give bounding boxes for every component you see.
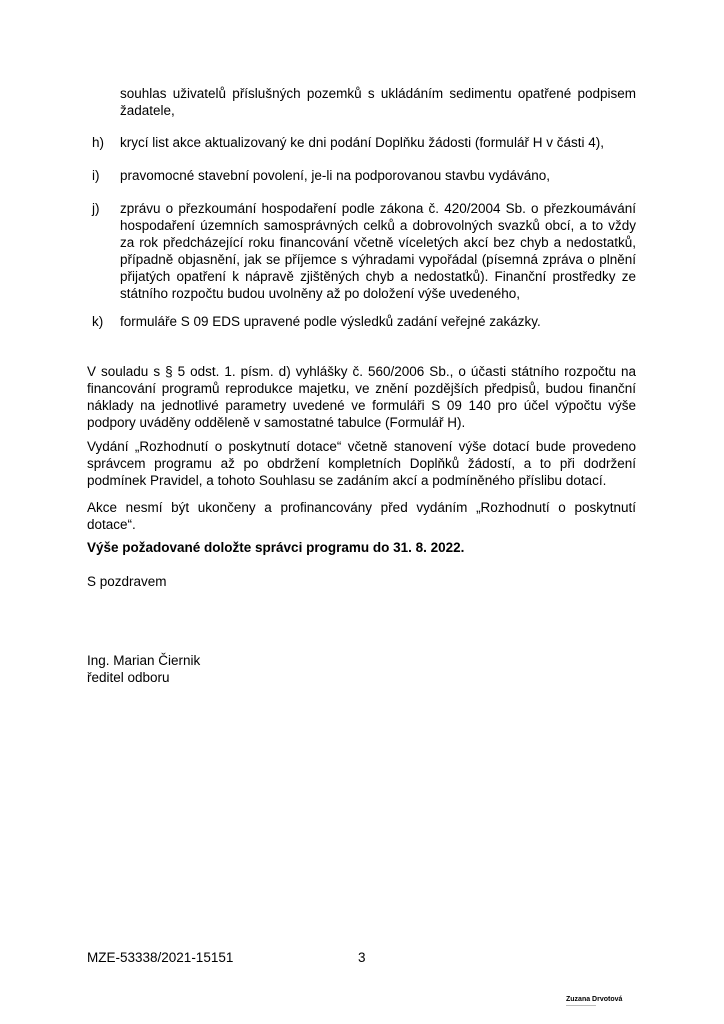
list-item-text: pravomocné stavební povolení, je-li na podporovanou stavbu vydáváno,: [120, 168, 551, 183]
deadline-notice: Výše požadované doložte správci programu do 31. 8. 2022.: [87, 540, 465, 555]
list-item-label: j): [92, 201, 100, 216]
list-item-text: formuláře S 09 EDS upravené podle výsledků zadání veřejné zakázky.: [120, 314, 541, 329]
list-item-label: k): [92, 314, 104, 329]
page-number: 3: [358, 950, 366, 965]
list-item-text: zprávu o přezkoumání hospodaření podle zákona č. 420/2004 Sb. o přezkoumávání hospodaření územních samosprávných celků a dobrovolných svazků obcí, a to vždy za rok předcházející roku financování včetně víceletých akcí bez chyb a nedostatků, případně objasnění, jak se příjemce s výhradami vypořádal (písemná zpráva o plnění přijatých opatření k nápravě zjištěných chyb a nedostatků). Finanční prostředky ze státního rozpočtu budou uvolněny až po doložení výše uvedeného,: [120, 201, 636, 301]
list-item-label: i): [92, 168, 100, 183]
paragraph-legal-basis: V souladu s § 5 odst. 1. písm. d) vyhlášky č. 560/2006 Sb., o účasti státního rozpočtu na financování programů reprodukce majetku, ve znění pozdějších předpisů, budou finanční náklady na jednotlivé parametry uvedené ve formuláři S 09 140 pro účel výpočtu výše podpory uváděny odděleně v samostatné tabulce (Formulář H).: [87, 364, 636, 430]
list-continuation: souhlas uživatelů příslušných pozemků s ukládáním sedimentu opatřené podpisem žadatele,: [120, 86, 636, 118]
signatory-title: ředitel odboru: [87, 670, 170, 685]
signatory-name: Ing. Marian Čiernik: [87, 653, 201, 668]
document-reference: MZE-53338/2021-15151: [87, 950, 234, 965]
stamp-underline: [566, 1005, 596, 1006]
signature-stamp: Zuzana Drvotová: [566, 996, 623, 1003]
paragraph-warning: Akce nesmí být ukončeny a profinancovány před vydáním „Rozhodnutí o poskytnutí dotace“.: [87, 500, 636, 532]
list-item-label: h): [92, 135, 105, 150]
greeting: S pozdravem: [87, 574, 167, 589]
paragraph-decision: Vydání „Rozhodnutí o poskytnutí dotace“ včetně stanovení výše dotací bude provedeno správcem programu až po obdržení kompletních Doplňků žádostí, a to při dodržení podmínek Pravidel, a tohoto Souhlasu se zadáním akcí a podmíněného příslibu dotací.: [87, 439, 636, 488]
list-item-text: krycí list akce aktualizovaný ke dni podání Doplňku žádosti (formulář H v části 4),: [120, 135, 604, 150]
